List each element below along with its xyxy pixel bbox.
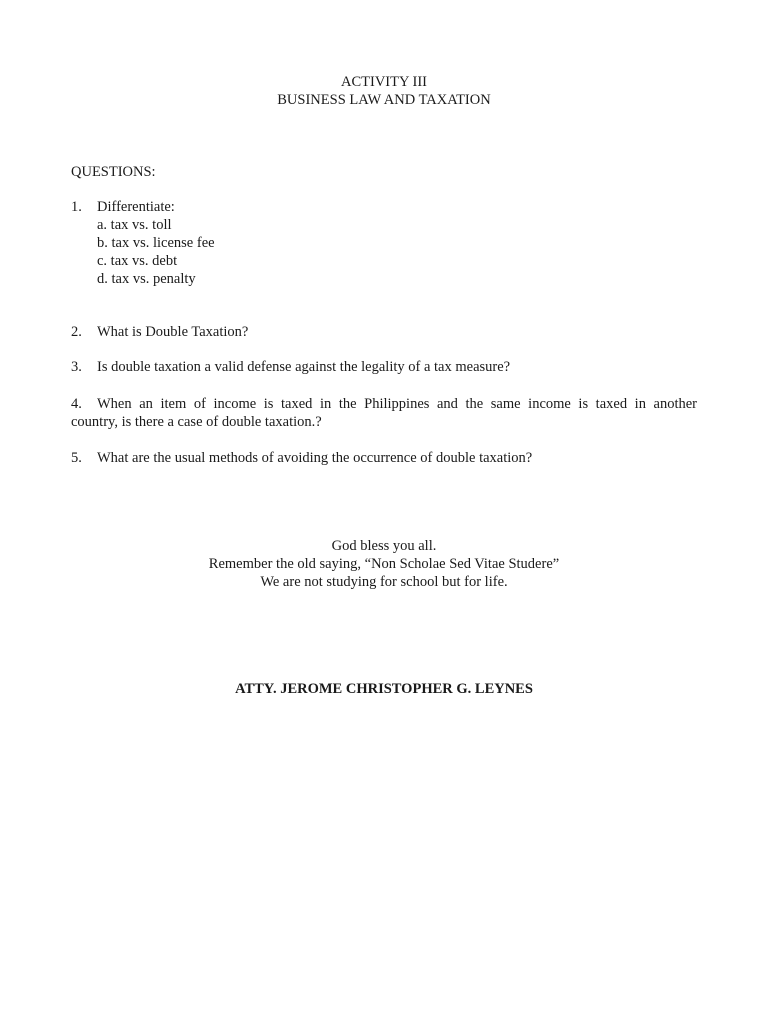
question-text: Is double taxation a valid defense against the legality of a tax measure? bbox=[97, 359, 511, 375]
question-text-line-2: country, is there a case of double taxation.? bbox=[71, 414, 322, 430]
question-text-line-1: When an item of income is taxed in the Philippines and the same income is taxed in another bbox=[97, 396, 697, 412]
question-text: Differentiate: bbox=[97, 199, 175, 215]
document-title: ACTIVITY III bbox=[340, 74, 428, 90]
question-number: 4. bbox=[71, 396, 82, 412]
question-subitem: d. tax vs. penalty bbox=[97, 271, 196, 287]
signature-name: ATTY. JEROME CHRISTOPHER G. LEYNES bbox=[235, 681, 533, 697]
question-number: 3. bbox=[71, 359, 82, 375]
question-number: 1. bbox=[71, 199, 82, 215]
question-number: 5. bbox=[71, 450, 82, 466]
question-subitem: b. tax vs. license fee bbox=[97, 235, 215, 251]
document-subtitle: BUSINESS LAW AND TAXATION bbox=[277, 92, 491, 108]
question-subitem: c. tax vs. debt bbox=[97, 253, 178, 269]
closing-translation: We are not studying for school but for life. bbox=[260, 574, 508, 590]
question-number: 2. bbox=[71, 324, 82, 340]
question-text: What are the usual methods of avoiding the occurrence of double taxation? bbox=[97, 450, 533, 466]
question-subitem: a. tax vs. toll bbox=[97, 217, 172, 233]
questions-label: QUESTIONS: bbox=[71, 164, 156, 180]
closing-saying: Remember the old saying, “Non Scholae Sed Vitae Studere” bbox=[208, 556, 560, 572]
question-text: What is Double Taxation? bbox=[97, 324, 249, 340]
closing-blessing: God bless you all. bbox=[331, 538, 437, 554]
